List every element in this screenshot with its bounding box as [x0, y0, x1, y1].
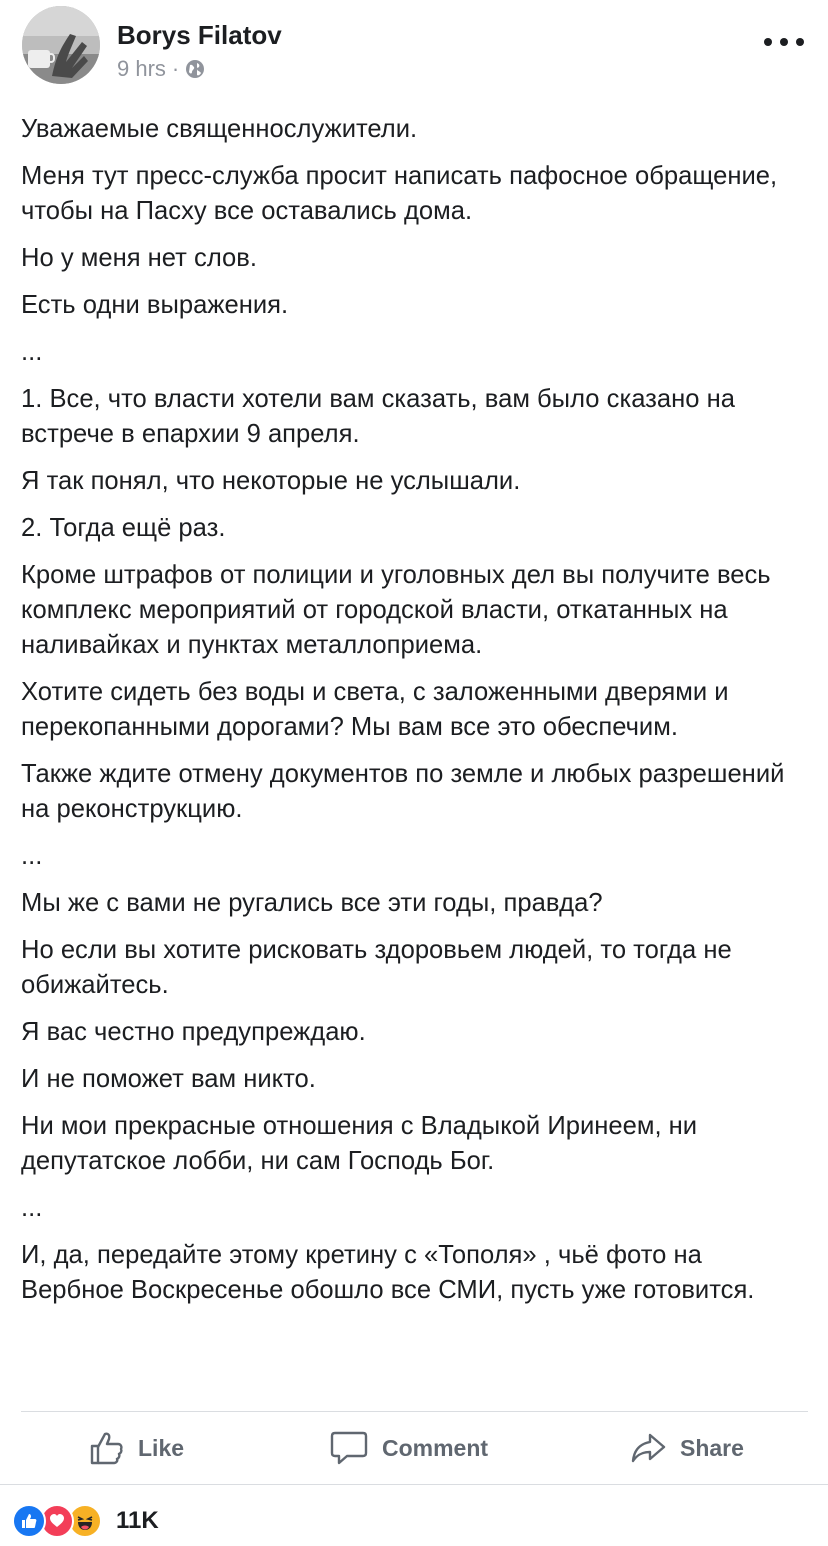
more-dot [796, 38, 804, 46]
share-icon [630, 1430, 666, 1466]
post-paragraph: Но у меня нет слов. [21, 244, 257, 272]
post-paragraph: Уважаемые священнослужители. [21, 115, 418, 143]
post-paragraph: ... [21, 842, 43, 870]
post-paragraph: Ни мои прекрасные отношения с Владыкой Иринеем, ни депутатское лобби, ни сам Господь Бог. [21, 1112, 698, 1175]
post-time[interactable]: 9 hrs [117, 56, 166, 81]
post-paragraph: Также ждите отмену документов по земле и любых разрешений на реконструкцию. [21, 760, 785, 823]
post-text [21, 112, 811, 1320]
reactions-count: 11K [116, 1507, 159, 1534]
meta-separator: · [171, 56, 180, 81]
post-paragraph: ... [21, 1194, 43, 1222]
thumbs-up-icon [88, 1430, 124, 1466]
reactions-summary[interactable] [12, 1502, 159, 1540]
post-paragraph: 1. Все, что власти хотели вам сказать, вам было сказано на встрече в епархии 9 апреля. [21, 385, 735, 448]
post-paragraph: Я так понял, что некоторые не услышали. [21, 467, 521, 495]
like-reaction-icon [12, 1504, 46, 1538]
post-paragraph: И, да, передайте этому кретину с «Тополя» , чьё фото на Вербное Воскресенье обошло все СМИ, пусть уже готовится. [21, 1241, 755, 1304]
post-paragraph: Мы же с вами не ругались все эти годы, правда? [21, 889, 603, 917]
post-header [0, 0, 828, 100]
more-options-icon[interactable] [764, 30, 804, 54]
post-paragraph: Кроме штрафов от полиции и уголовных дел вы получите весь комплекс мероприятий от городской власти, откатанных на наливайках и пунктах металлоприема. [21, 561, 771, 659]
globe-icon [185, 59, 205, 79]
more-dot [780, 38, 788, 46]
post-actions-bar [0, 1412, 828, 1484]
like-button[interactable] [88, 1412, 184, 1484]
more-dot [764, 38, 772, 46]
post-paragraph: И не поможет вам никто. [21, 1065, 316, 1093]
post-paragraph: Я вас честно предупреждаю. [21, 1018, 366, 1046]
avatar-photo [22, 6, 100, 84]
comment-label: Comment [382, 1434, 489, 1461]
reactions-divider [0, 1484, 828, 1485]
comment-button[interactable] [330, 1412, 488, 1484]
post-paragraph: Меня тут пресс-служба просит написать пафосное обращение, чтобы на Пасху все оставались дома. [21, 162, 778, 225]
like-label: Like [138, 1434, 185, 1461]
author-avatar[interactable] [22, 6, 100, 84]
share-label: Share [680, 1434, 744, 1461]
post-paragraph: Хотите сидеть без воды и света, с заложенными дверями и перекопанными дорогами? Мы вам все это обеспечим. [21, 678, 729, 741]
post-paragraph: 2. Тогда ещё раз. [21, 514, 226, 542]
comment-icon [330, 1430, 368, 1466]
post-paragraph: Но если вы хотите рисковать здоровьем людей, то тогда не обижайтесь. [21, 936, 732, 999]
post-paragraph: Есть одни выражения. [21, 291, 289, 319]
share-button[interactable] [630, 1412, 744, 1484]
author-name[interactable]: Borys Filatov [117, 20, 282, 50]
post-meta [117, 56, 205, 82]
post-paragraph: ... [21, 338, 43, 366]
